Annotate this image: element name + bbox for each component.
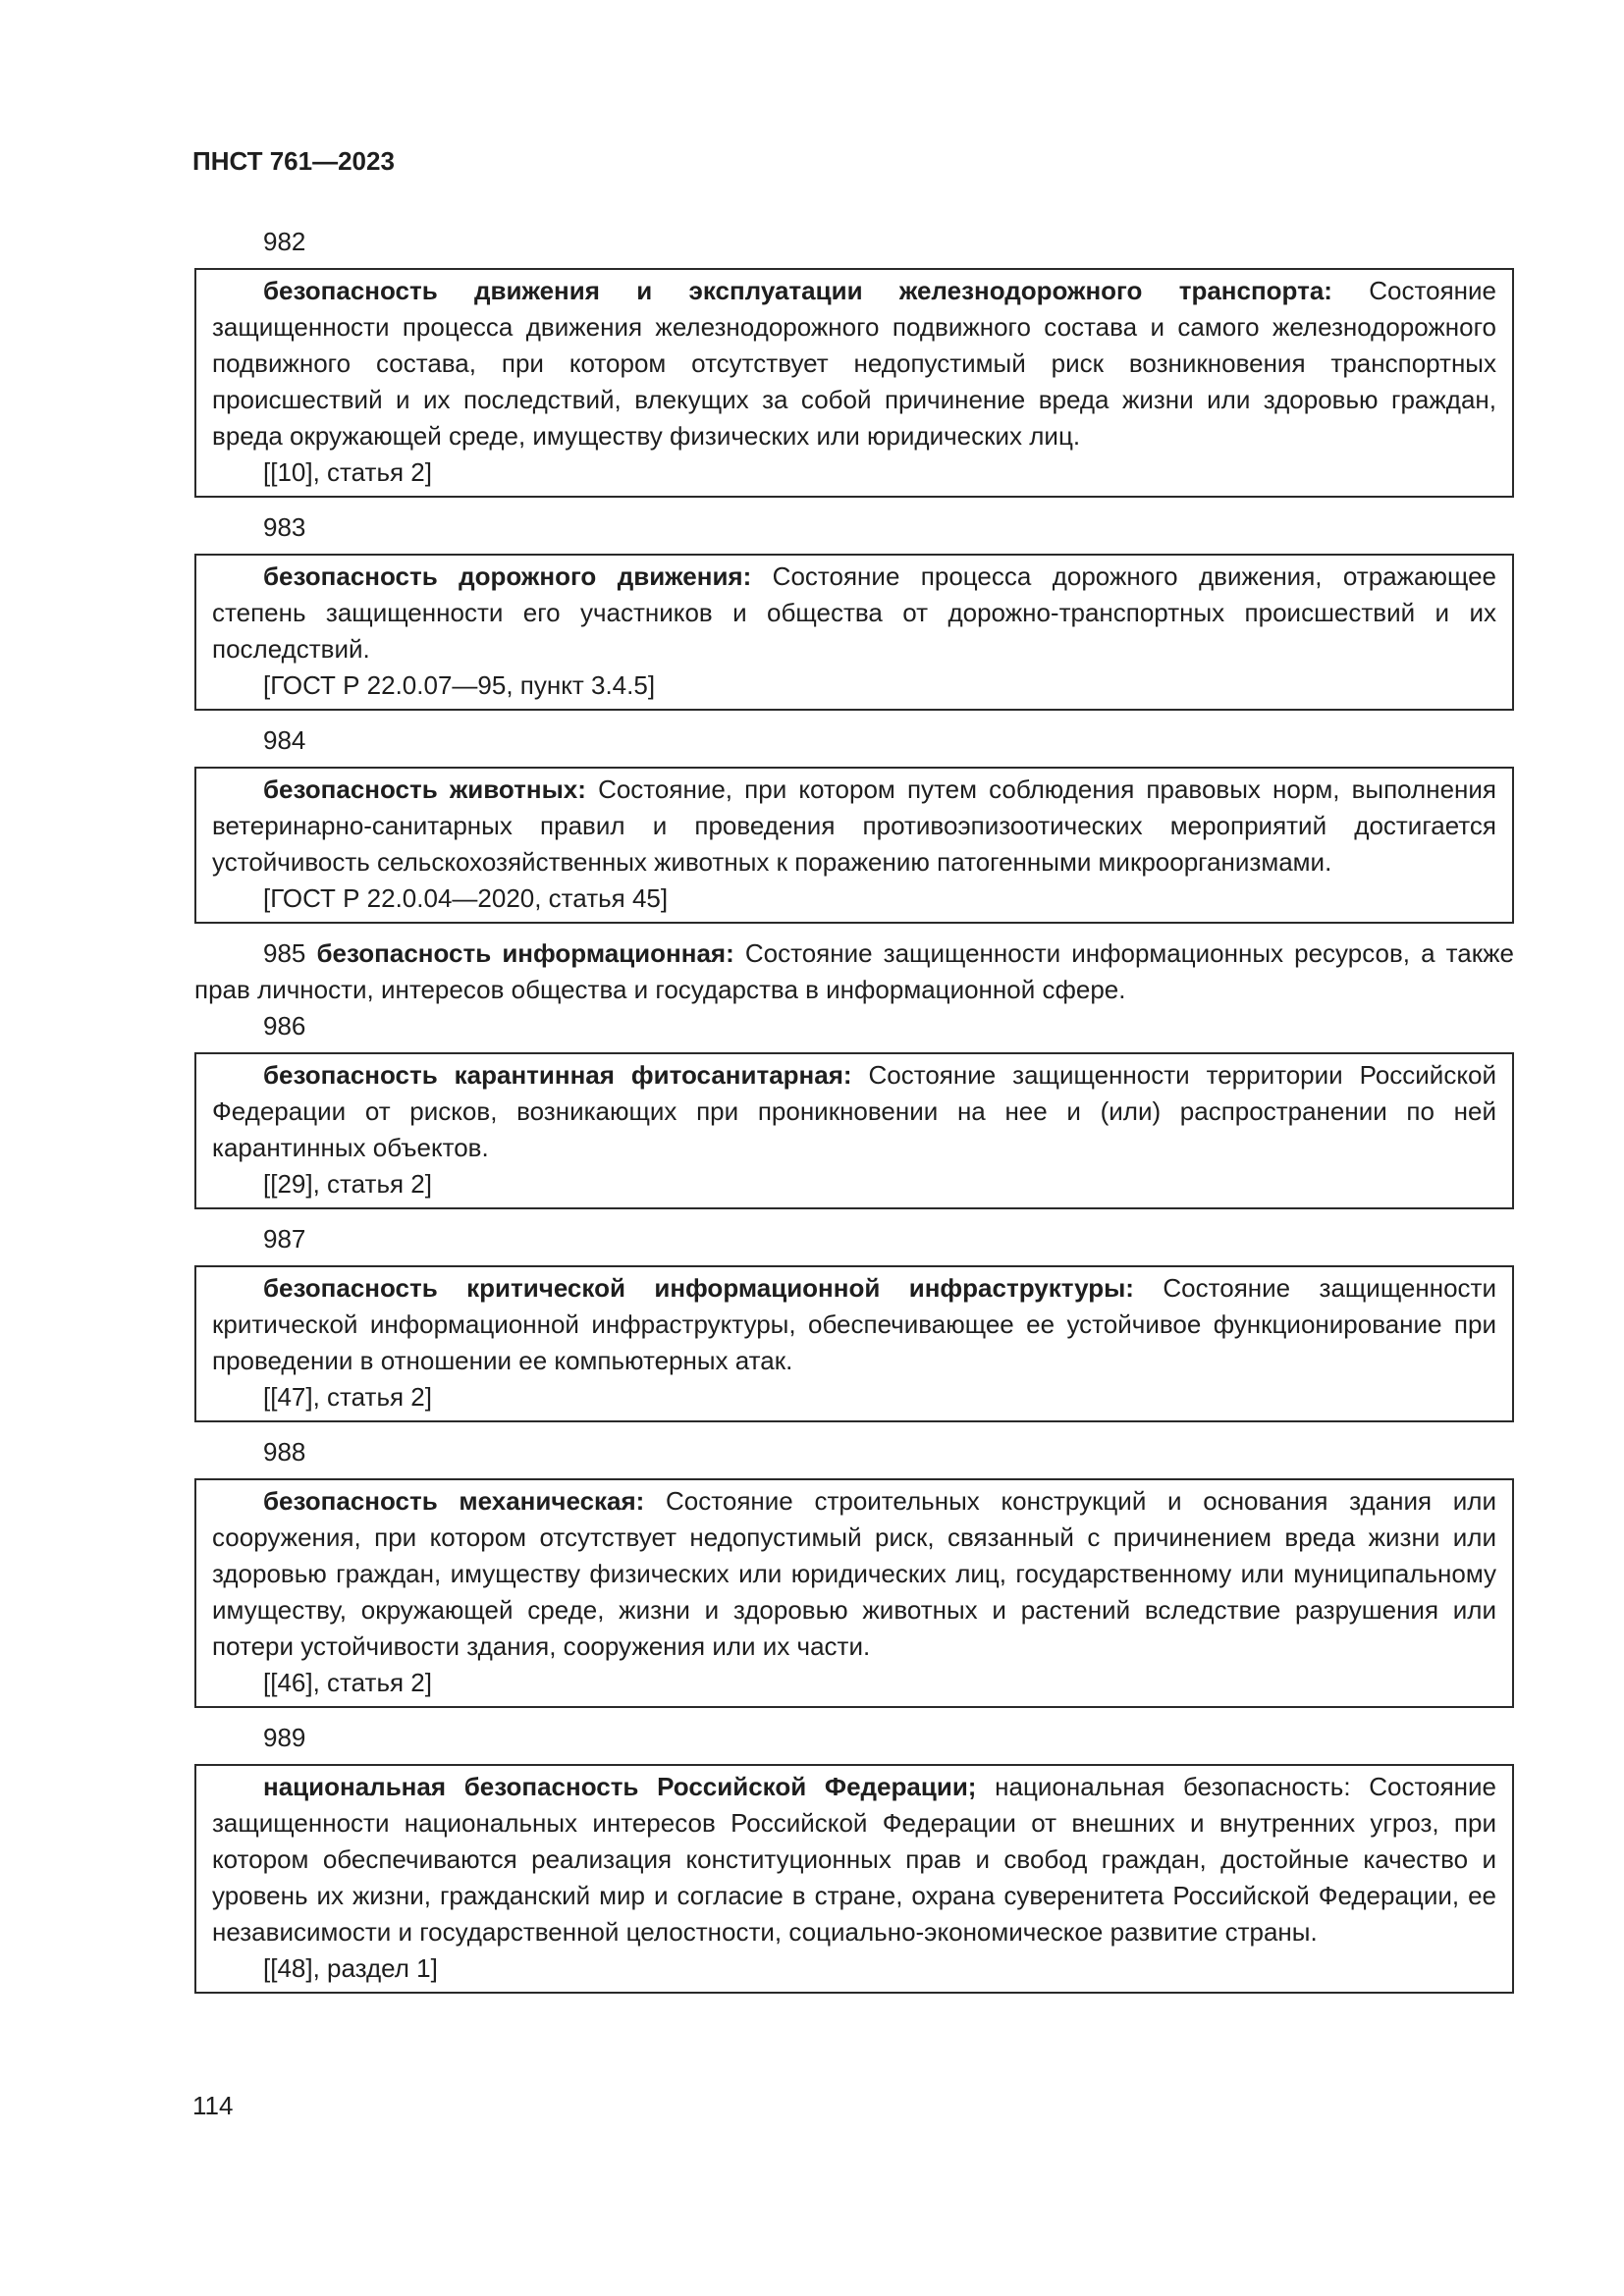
term-number: 984 [263,725,306,755]
term-definition [212,1769,1496,1950]
term-title: национальная безопасность Российской Федерации; [263,1772,977,1801]
terms-list [194,224,1514,2005]
term-number: 986 [263,1011,306,1041]
term-title: безопасность животных: [263,774,586,804]
term-source: [[47], статья 2] [263,1382,432,1412]
term-definition [212,559,1496,667]
definition-text: Состояние защищенности критической информационной инфраструктуры, обеспечивающее ее устойчивое функционирование при проведении в отношении ее компьютерных атак. [212,1273,1496,1375]
term-definition [194,935,1514,1008]
term-entry [194,1764,1514,1994]
term-entry [194,554,1514,711]
term-entry [194,1478,1514,1708]
term-number: 985 [263,938,306,968]
term-title: безопасность дорожного движения: [263,561,752,591]
page-number: 114 [192,2091,234,2120]
term-number: 987 [263,1224,306,1254]
definition-text: Состояние защищенности процесса движения железнодорожного подвижного состава и самого железнодорожного подвижного состава, при котором отсутствует недопустимый риск возникновения транспортных происшествий и их последствий, влекущих за собой причинение вреда жизни или здоровью граждан, вреда окружающей среде, имуществу физических или юридических лиц. [212,276,1496,451]
term-source: [[48], раздел 1] [263,1953,438,1983]
term-source: [[29], статья 2] [263,1169,432,1199]
term-entry [194,767,1514,924]
term-title: безопасность механическая: [263,1486,645,1516]
definition-text: Состояние процесса дорожного движения, отражающее степень защищенности его участников и общества от дорожно-транспортных происшествий и их последствий. [212,561,1496,664]
term-title: безопасность критической информационной инфраструктуры: [263,1273,1134,1303]
term-entry [194,268,1514,498]
term-number: 988 [263,1437,306,1467]
term-title: безопасность карантинная фитосанитарная: [263,1060,852,1090]
term-title: безопасность движения и эксплуатации железнодорожного транспорта: [263,276,1332,305]
definition-text: национальная безопасность: Состояние защищенности национальных интересов Российской Федерации от внешних и внутренних угроз, при котором обеспечиваются реализация конституционных прав и свобод граждан, достойные качество и уровень их жизни, гражданский мир и согласие в стране, охрана суверенитета Российской Федерации, ее независимости и государственной целостности, социально-экономическое развитие страны. [212,1772,1496,1947]
definition-text: Состояние защищенности информационных ресурсов, а также прав личности, интересов общества и государства в информационной сфере. [194,938,1514,1004]
term-number: 982 [263,227,306,256]
term-definition [212,1057,1496,1166]
term-source: [ГОСТ Р 22.0.07—95, пункт 3.4.5] [263,670,656,700]
term-entry [194,1052,1514,1209]
term-definition [212,1270,1496,1379]
definition-text: Состояние строительных конструкций и основания здания или сооружения, при котором отсутствует недопустимый риск, связанный с причинением вреда жизни или здоровью граждан, имуществу физических или юридических лиц, государственному или муниципальному имуществу, окружающей среде, жизни и здоровью животных и растений вследствие разрушения или потери устойчивости здания, сооружения или их части. [212,1486,1496,1661]
document-header: ПНСТ 761—2023 [192,146,395,176]
term-definition [212,1483,1496,1665]
term-source: [ГОСТ Р 22.0.04—2020, статья 45] [263,883,669,913]
term-definition [212,273,1496,454]
definition-text: Состояние защищенности территории Российской Федерации от рисков, возникающих при проникновении на нее и (или) распространении по ней карантинных объектов. [212,1060,1496,1162]
term-entry-unboxed [194,935,1514,1008]
term-source: [[10], статья 2] [263,457,432,487]
term-number: 989 [263,1723,306,1752]
term-definition [212,772,1496,881]
term-title: безопасность информационная: [316,938,734,968]
term-number: 983 [263,512,306,542]
term-source: [[46], статья 2] [263,1668,432,1697]
term-entry [194,1265,1514,1422]
definition-text: Состояние, при котором путем соблюдения правовых норм, выполнения ветеринарно-санитарных правил и проведения противоэпизоотических мероприятий достигается устойчивость сельскохозяйственных животных к поражению патогенными микроорганизмами. [212,774,1496,877]
